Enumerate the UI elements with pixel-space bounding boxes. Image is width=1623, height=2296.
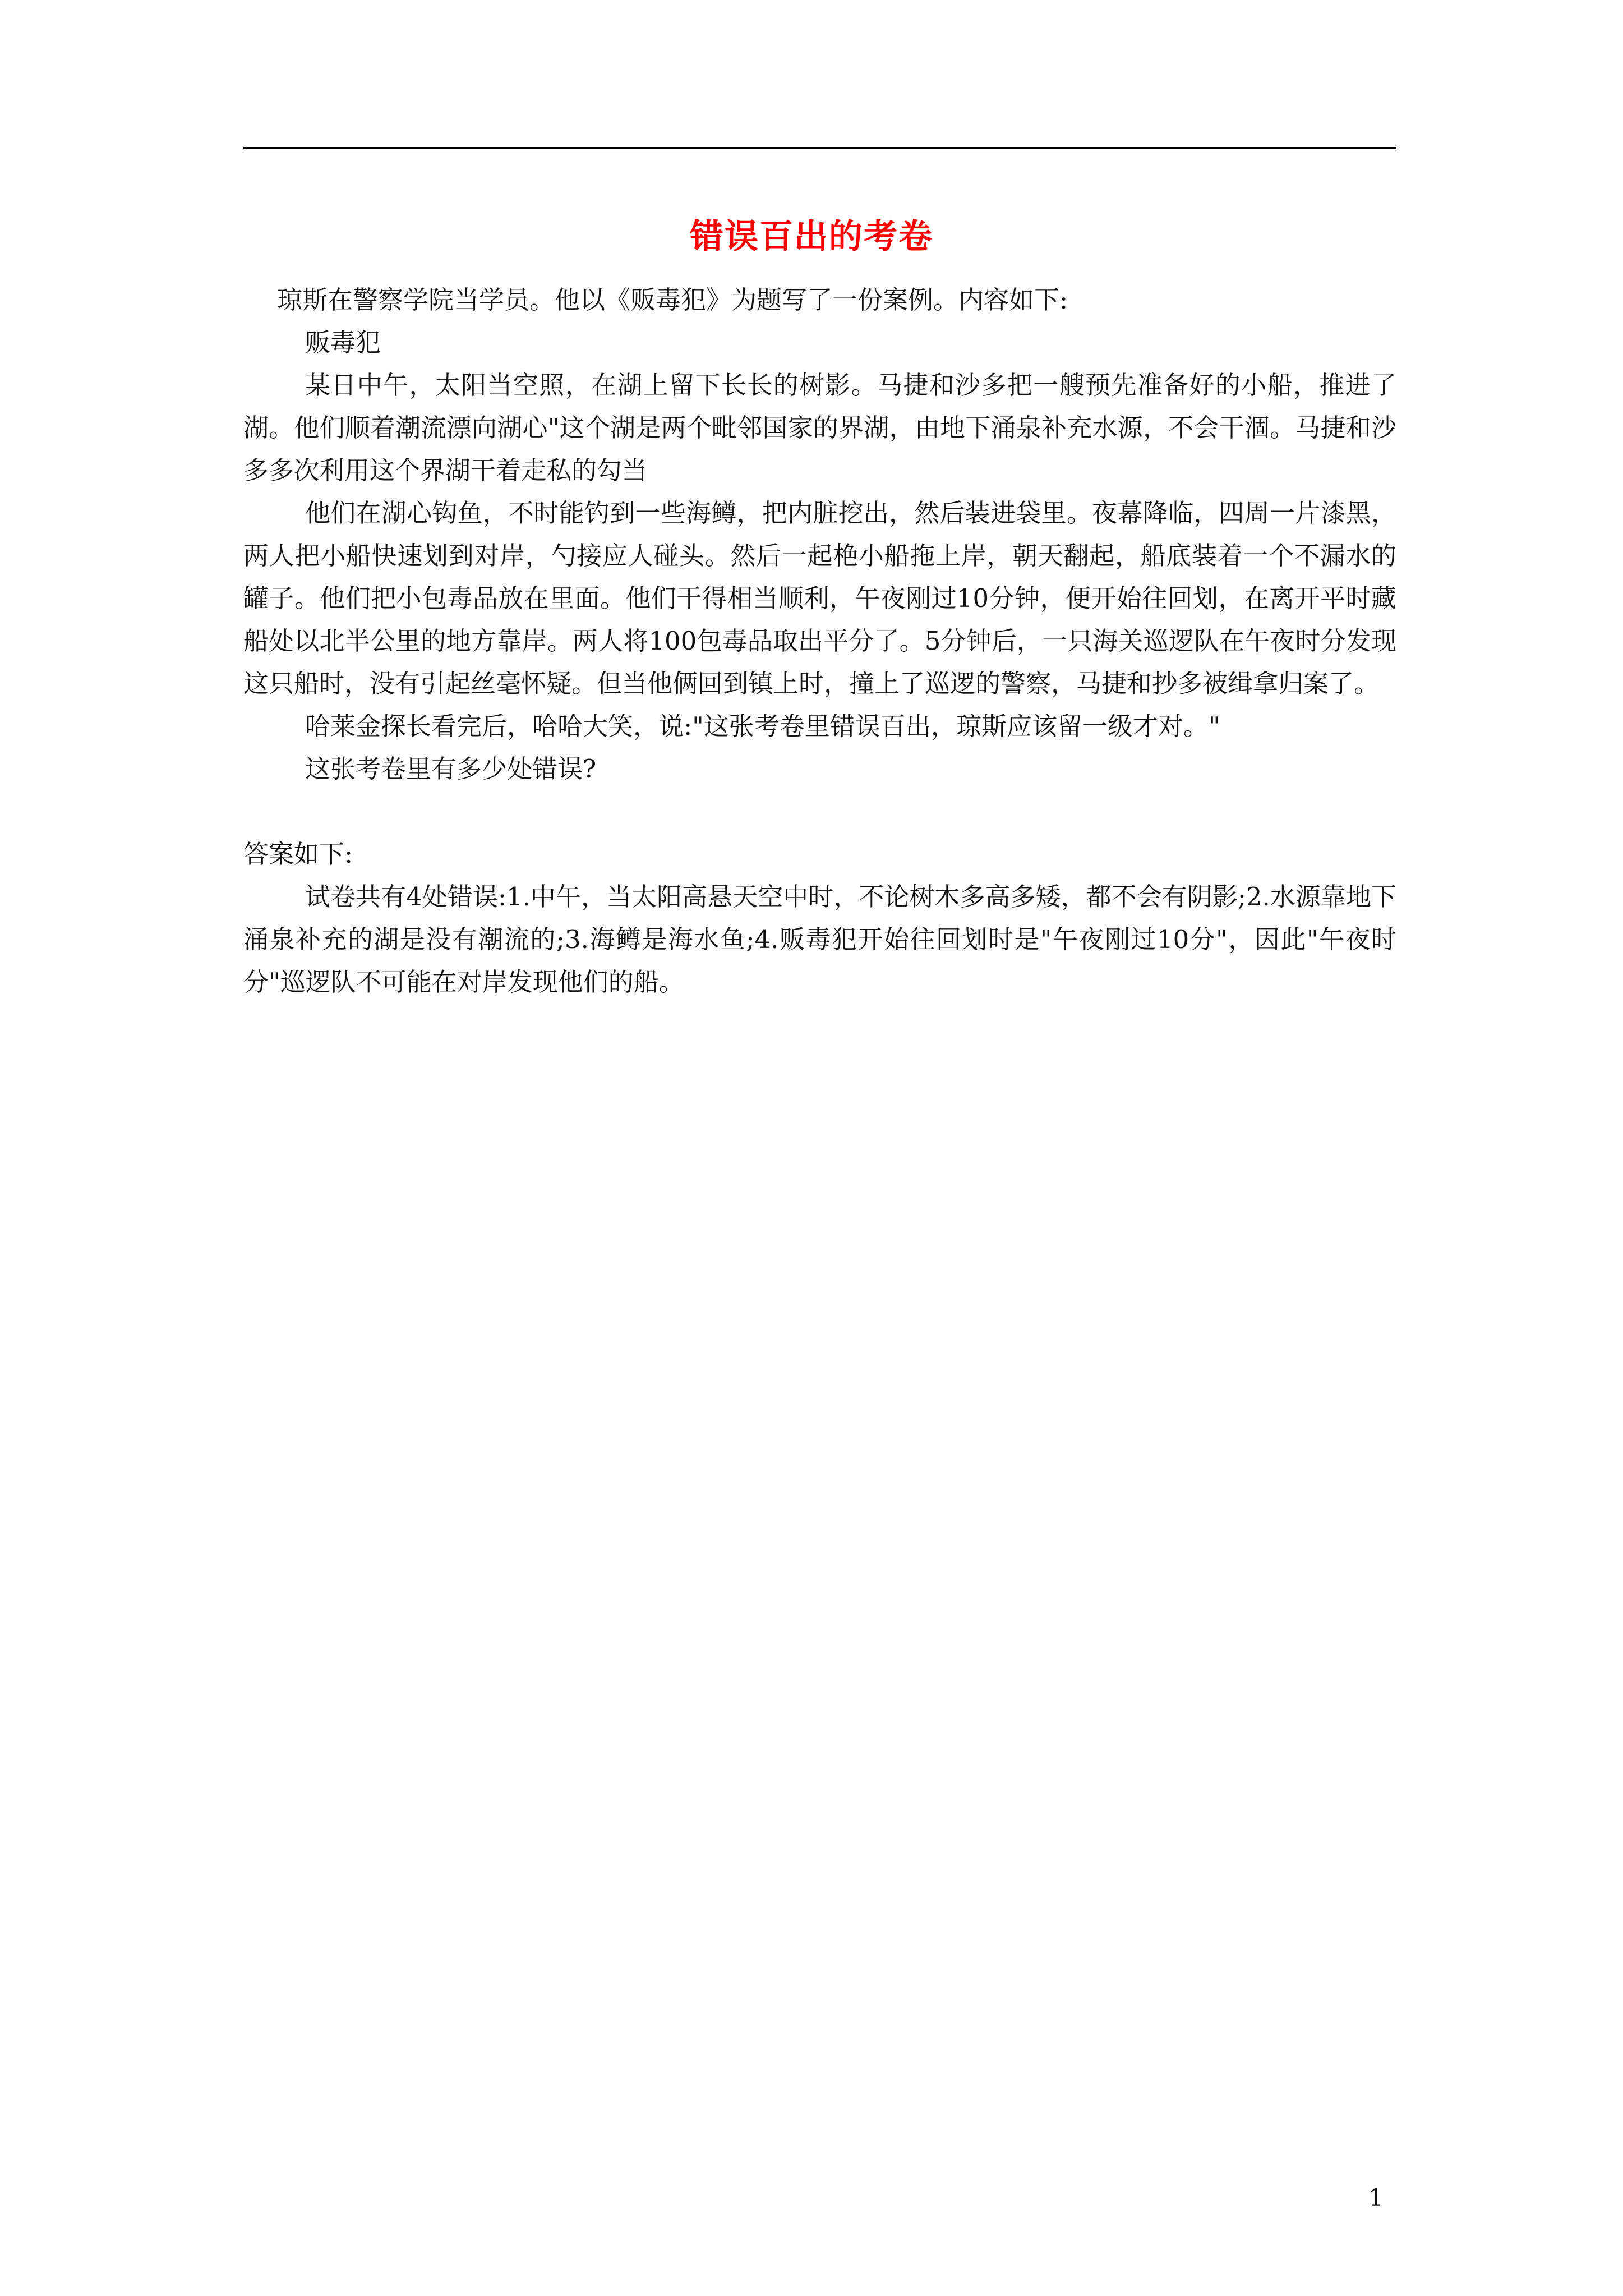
intro-paragraph: 琼斯在警察学院当学员。他以《贩毒犯》为题写了一份案例。内容如下: xyxy=(277,285,1068,315)
document-body xyxy=(243,279,1396,1004)
document-title: 错误百出的考卷 xyxy=(690,217,933,256)
case-paragraph-2: 他们在湖心钩鱼，不时能钓到一些海鳟，把内脏挖出，然后装进袋里。夜幕降临，四周一片漆黑，两人把小船快速划到对岸，勺接应人碰头。然后一起栬小船拖上岸，朝天翻起，船底装着一个不漏水的罐子。他们把小包毒品放在里面。他们干得相当顺利，午夜刚过10分钟，便开始往回划，在离开平时藏船处以北半公里的地方靠岸。两人将100包毒品取出平分了。5分钟后，一只海关巡逻队在午夜时分发现这只船时，没有引起丝毫怀疑。但当他俩回到镇上时，撞上了巡逻的警察，马捷和抄多被缉拿归案了。 xyxy=(243,498,1396,698)
question-paragraph: 这张考卷里有多少处错误? xyxy=(305,754,597,784)
answer-heading: 答案如下: xyxy=(243,839,353,869)
header-rule xyxy=(243,147,1396,149)
case-paragraph-3: 哈莱金探长看完后，哈哈大笑，说:"这张考卷里错误百出，琼斯应该留一级才对。" xyxy=(305,711,1220,741)
answer-paragraph: 试卷共有4处错误:1.中午，当太阳高悬天空中时，不论树木多高多矮，都不会有阴影;2.水源靠地下涌泉补充的湖是没有潮流的;3.海鳟是海水鱼;4.贩毒犯开始往回划时是"午夜刚过10分"，因此"午夜时分"巡逻队不可能在对岸发现他们的船。 xyxy=(243,882,1396,997)
case-paragraph-1: 某日中午，太阳当空照，在湖上留下长长的树影。马捷和沙多把一艘预先准备好的小船，推进了湖。他们顺着潮流漂向湖心"这个湖是两个毗邻国家的界湖，由地下涌泉补充水源，不会干涸。马捷和沙多多次利用这个界湖干着走私的勾当 xyxy=(243,370,1396,485)
page-number: 1 xyxy=(1368,2184,1384,2211)
case-title: 贩毒犯 xyxy=(305,328,381,357)
blank-line xyxy=(243,790,1396,833)
